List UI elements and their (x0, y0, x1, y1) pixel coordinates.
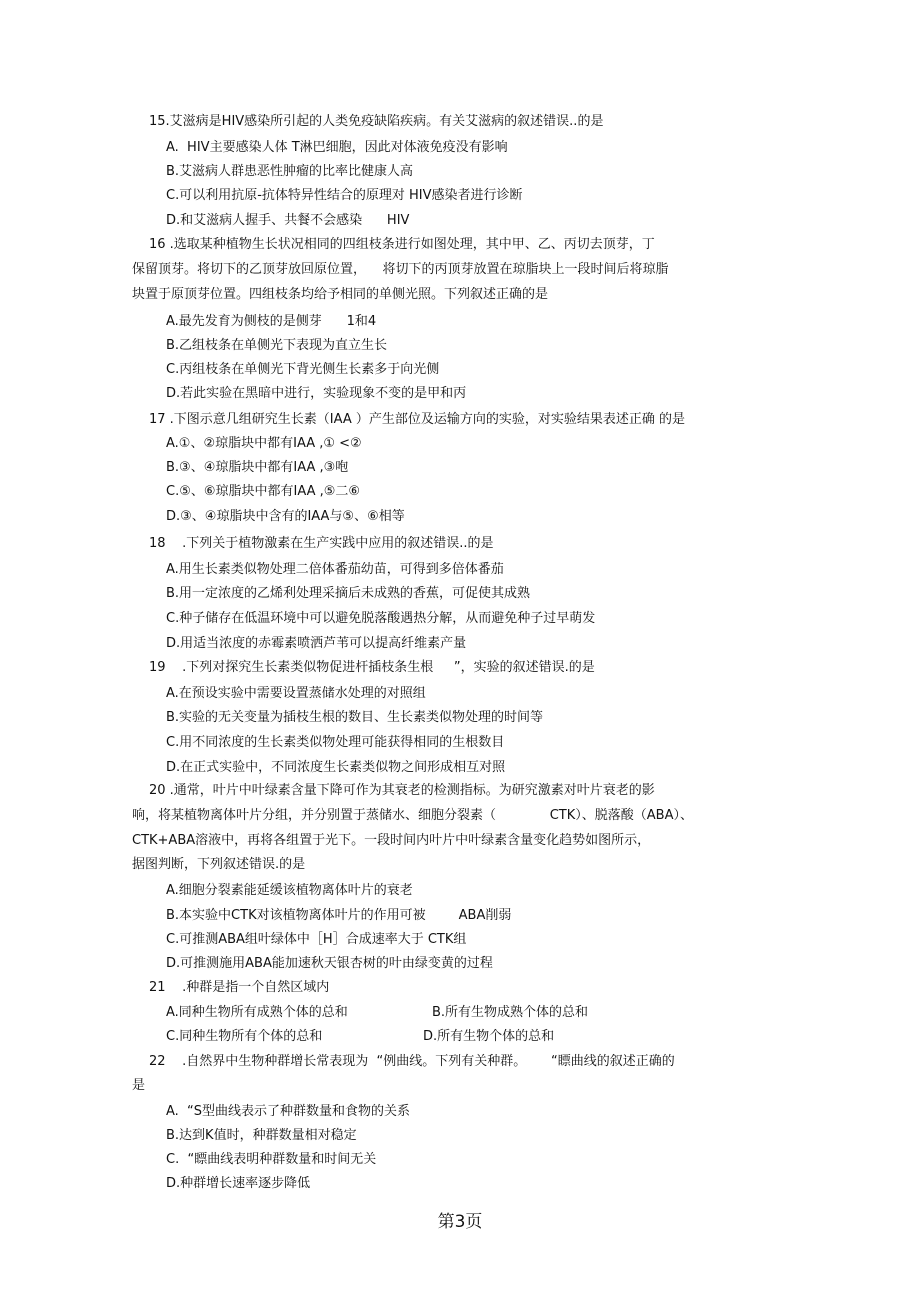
q17-stem: 17 .下图示意几组研究生长素（IAA ）产生部位及运输方向的实验，对实验结果表述正确 的是 (149, 412, 686, 427)
q19-option-b: B.实验的无关变量为插枝生根的数目、生长素类似物处理的时间等 (166, 710, 544, 725)
q21-option-a: A.同种生物所有成熟个体的总和 (166, 1005, 348, 1020)
q22-option-c: C. “瞟曲线表明种群数量和时间无关 (166, 1152, 377, 1167)
q20-option-a: A.细胞分裂素能延缓该植物离体叶片的衰老 (166, 883, 413, 898)
q22-stem-line2: 是 (132, 1078, 146, 1093)
q19-option-c: C.用不同浓度的生长素类似物处理可能获得相同的生根数目 (166, 735, 505, 750)
q22-option-a: A. “S型曲线表示了种群数量和食物的关系 (166, 1104, 411, 1119)
q15-option-d: D.和艾滋病人握手、共餐不会感染 HIV (166, 213, 410, 228)
q20-option-d: D.可推测施用ABA能加速秋天银杏树的叶由绿变黄的过程 (166, 956, 493, 971)
q16-option-b: B.乙组枝条在单侧光下表现为直立生长 (166, 338, 388, 353)
q22-stem-line1: 22 .自然界中生物种群增长常表现为 “例曲线。下列有关种群。 “瞟曲线的叙述正确的 (149, 1054, 675, 1069)
q17-option-a: A.①、②琼脂块中都有IAA ,① <② (166, 436, 362, 451)
q20-stem-line2: 响，将某植物离体叶片分组，并分别置于蒸储水、细胞分裂素（ CTK）、脱落酸（ABA）、 (132, 808, 693, 823)
q16-stem-line1: 16 .选取某种植物生长状况相同的四组枝条进行如图处理，其中甲、乙、丙切去顶芽，丁 (149, 237, 655, 252)
q18-stem: 18 .下列关于植物激素在生产实践中应用的叙述错误..的是 (149, 536, 494, 551)
q20-option-c: C.可推测ABA组叶绿体中［H］合成速率大于 CTK组 (166, 932, 467, 947)
q21-option-b: B.所有生物成熟个体的总和 (432, 1005, 589, 1020)
q18-option-d: D.用适当浓度的赤霉素喷洒芦苇可以提高纤维素产量 (166, 636, 467, 651)
q21-option-c: C.同种生物所有个体的总和 (166, 1029, 323, 1044)
q16-option-a: A.最先发育为侧枝的是侧芽 1和4 (166, 314, 377, 329)
q16-stem-line3: 块置于原顶芽位置。四组枝条均给予相同的单侧光照。下列叙述正确的是 (132, 287, 549, 302)
q17-option-c: C.⑤、⑥琼脂块中都有IAA ,⑤二⑥ (166, 484, 361, 499)
q16-stem-line2: 保留顶芽。将切下的乙顶芽放回原位置， 将切下的丙顶芽放置在琼脂块上一段时间后将琼脂 (132, 262, 669, 277)
q21-stem: 21 .种群是指一个自然区域内 (149, 980, 330, 995)
q15-option-c: C.可以利用抗原-抗体特异性结合的原理对 HIV感染者进行诊断 (166, 188, 523, 203)
q20-stem-line4: 据图判断，下列叙述错误.的是 (132, 857, 306, 872)
q18-option-a: A.用生长素类似物处理二倍体番茄幼苗，可得到多倍体番茄 (166, 562, 504, 577)
q20-stem-line1: 20 .通常，叶片中叶绿素含量下降可作为其衰老的检测指标。为研究激素对叶片衰老的影 (149, 783, 655, 798)
q21-option-d: D.所有生物个体的总和 (423, 1029, 555, 1044)
q17-option-b: B.③、④琼脂块中都有IAA ,③咆 (166, 460, 349, 475)
q20-option-b: B.本实验中CTK对该植物离体叶片的作用可被 ABA削弱 (166, 908, 512, 923)
q17-option-d: D.③、④琼脂块中含有的IAA与⑤、⑥相等 (166, 509, 405, 524)
page-number: 第3页 (437, 1212, 483, 1232)
q19-option-a: A.在预设实验中需要设置蒸储水处理的对照组 (166, 686, 426, 701)
q22-option-d: D.种群增长速率逐步降低 (166, 1176, 311, 1191)
q16-option-d: D.若此实验在黑暗中进行，实验现象不变的是甲和丙 (166, 386, 467, 401)
q19-option-d: D.在正式实验中，不同浓度生长素类似物之间形成相互对照 (166, 760, 506, 775)
q15-option-a: A. HIV主要感染人体 T淋巴细胞，因此对体液免疫没有影响 (166, 140, 508, 155)
q15-option-b: B.艾滋病人群患恶性肿瘤的比率比健康人高 (166, 164, 414, 179)
q18-option-b: B.用一定浓度的乙烯利处理采摘后未成熟的香蕉，可促使其成熟 (166, 586, 531, 601)
q20-stem-line3: CTK+ABA溶液中，再将各组置于光下。一段时间内叶片中叶绿素含量变化趋势如图所示， (132, 833, 651, 848)
q18-option-c: C.种子储存在低温环境中可以避免脱落酸遇热分解，从而避免种子过早萌发 (166, 611, 596, 626)
q15-stem: 15.艾滋病是HIV感染所引起的人类免疫缺陷疾病。有关艾滋病的叙述错误..的是 (149, 114, 604, 129)
q16-option-c: C.丙组枝条在单侧光下背光侧生长素多于向光侧 (166, 362, 440, 377)
q19-stem: 19 .下列对探究生长素类似物促进杆插枝条生根 ”，实验的叙述错误.的是 (149, 660, 595, 675)
q22-option-b: B.达到K值时，种群数量相对稳定 (166, 1128, 357, 1143)
